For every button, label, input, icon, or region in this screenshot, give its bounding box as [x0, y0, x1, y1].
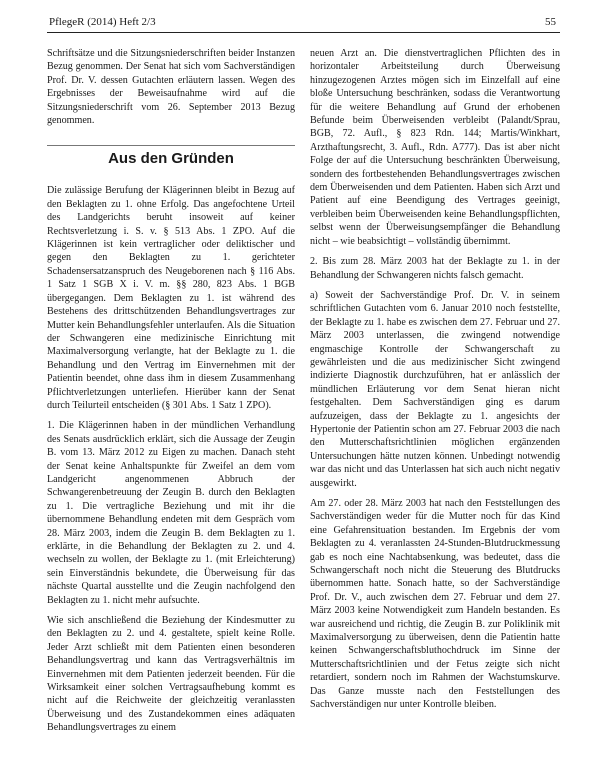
section-heading: Aus den Gründen — [47, 145, 295, 168]
right-column — [310, 47, 560, 712]
page-number: 55 — [545, 16, 556, 28]
body-paragraph: Wie sich anschließend die Beziehung der Kindesmutter zu den Beklagten zu 2. und 4. gestaltete, spielt keine Rolle. Jeder Arzt schließt mit dem Patienten einen besonderen Behandlungsvertrag und kann das Vertragsverhältnis im Einvernehmen mit dem Patienten jederzeit beenden. Für die Wirksamkeit einer solchen Vertragsaufhebung kommt es nicht auf die Reichweite der gleichzeitig veranlassten Überweisung und des Zustandekommen eines adäquaten Behandlungsvertrages zu einem — [47, 615, 295, 734]
body-paragraph: neuen Arzt an. Die dienstvertraglichen Pflichten des in horizontaler Arbeitsteilung durch Überweisung hinzugezogenen Arztes mögen sich im Einzelfall auf eine bloße Untersuchung beschränken, sodass die Verantwortung für die weitere Behandlung auf Grund der erhobenen Befunde beim Überweisenden verbleibt (Palandt/Sprau, BGB, 72. Aufl., § 823 Rdn. 144; Martis/Winkhart, Arzthaftungsrecht, 3. Aufl., Rdn. A777). Das ist aber nicht Folge der auf die Untersuchung beschränkten Überweisung, sondern des fortbestehenden Behandlungsvertrages zwischen dem Überweisenden und dem Patienten. Haben sich Arzt und Patient auf eine Beendigung des Vertrages geeinigt, verbleiben beim Überweisenden keine Behandlungspflichten, selbst wenn der Überweisungsempfänger die Behandlung nicht – wie beabsichtigt – vollständig übernimmt. — [310, 48, 560, 247]
intro-paragraph: Schriftsätze und die Sitzungsniederschriften beider Instanzen Bezug genommen. Der Senat hat sich vom Sachverständigen Prof. Dr. V. dessen Gutachten erläutern lassen. Wegen des Ergebnisses der Beweisaufnahme wird auf die Sitzungsniederschrift vom 26. September 2013 Bezug genommen. — [47, 48, 295, 127]
body-paragraph: 2. Bis zum 28. März 2003 hat der Beklagte zu 1. in der Behandlung der Schwangeren nichts falsch gemacht. — [310, 256, 560, 281]
running-header — [47, 12, 560, 33]
body-paragraph: Die zulässige Berufung der Klägerinnen bleibt in Bezug auf den Beklagten zu 1. ohne Erfolg. Das angefochtene Urteil des Landgerichts beruht insoweit auf keiner Rechtsverletzung i. S. v. § 513 Abs. 1 ZPO. Auf die Klägerinnen ist kein vertraglicher oder deliktischer und gegen den Beklagten zu 1. gerichteter Schadensersatzanspruch des Neugeborenen nach § 116 Abs. 1 Satz 1 SGB X i. V. m. §§ 280, 823 Abs. 1 BGB übergegangen. Dem Beklagten zu 1. ist während des Bestehens des drittschützenden Behandlungsvertrages zur Mutter kein Behandlungsfehler unterlaufen. Als die Situation der Schwangeren eine medizinische Einrichtung mit Maximalversorgung verlangte, hat der Beklagte zu 1. die Behandlung und den Vertrag im Einvernehmen mit der Patientin beendet, ohne dass ihm in diesem Zusammenhang Pflichtverletzungen unterliefen. Hierüber kann der Senat durch Teilurteil entscheiden (§ 301 Abs. 1 Satz 1 ZPO). — [47, 185, 295, 411]
body-paragraph: 1. Die Klägerinnen haben in der mündlichen Verhandlung des Senats ausdrücklich erklärt, sich die Aussage der Zeugin B. vom 13. März 2012 zu Eigen zu machen. Danach steht der Senat keine Anhaltspunkte für Zweifel an dem vom Landgericht angenommenen Abbruch der Schwangerenbetreuung der Zeugin B. durch den Beklagten zu 1. Die vertragliche Beziehung und mit ihr die übernommene Behandlung endeten mit dem Gespräch vom 28. März 2003, indem die Zeugin B. dem Beklagten zu 1. erklärte, in die Behandlung der Beklagten zu 2. und 4. wechseln zu wollen, der Beklagte zu 1. (mit Erleichterung) sein Einverständnis bekundete, die Überweisung für das nächste Quartal ausstellte und die Zeugin nachfolgend den Beklagten zu 1. nicht mehr aufsuchte. — [47, 420, 295, 606]
body-paragraph: a) Soweit der Sachverständige Prof. Dr. V. in seinem schriftlichen Gutachten vom 6. Januar 2010 noch feststellte, der Beklagte zu 1. habe es zwischen dem 27. Februar und 27. März 2003 unterlassen, die zwingend notwendige engmaschige Kontrolle der Schwangerschaft zu gewährleisten und die aus medizinischer Sicht zwingend indizierte Diagnostik durchzuführen, hat er anlässlich der mündlichen Erläuterung vor dem Senat hieran nicht festgehalten. Dem Sachverständigen ging es darum aufzuzeigen, dass der Beklagte zu 1. angesichts der Hypertonie der Patientin schon am 27. Februar 2003 die nach den Mutterschaftsrichtlinien möglichen ergänzenden Untersuchungen hätte nutzen können. Unbedingt notwendig war das nicht und das Unterlassen hat sich auch nicht negativ ausgewirkt. — [310, 289, 560, 489]
body-paragraph: Am 27. oder 28. März 2003 hat nach den Feststellungen des Sachverständigen weder für die Mutter noch für das Kind eine Gefahrensituation bestanden. Im Ergebnis der vom Beklagten zu 4. veranlassten 24-Stunden-Blutdruckmessung gab es noch eine Nachtabsenkung, was bedeutet, dass die Schwangerschaft noch nicht die Steuerung des Blutdrucks übernommen hatte. Sonach hatte, so der Sachverständige Prof. Dr. V., auch zwischen dem 27. Februar und dem 27. März 2003 keine Notwendigkeit zum Handeln bestanden. Es war ausreichend und richtig, die Zeugin B. zur Poliklinik mit Maximalversorgung zu überweisen, denn die Patientin hatte keinen Schwangerschaftsbluthochdruck im Sinne der Mutterschaftsrichtlinien und der Fetus zeigte sich nicht retardiert, sondern noch im Rahmen der Wachstumskurve. Das Ganze musste nach den Feststellungen des Sachverständigen nur unter Kontrolle bleiben. — [310, 498, 560, 711]
left-column — [47, 47, 295, 735]
journal-title: PflegeR (2014) Heft 2/3 — [49, 16, 156, 28]
